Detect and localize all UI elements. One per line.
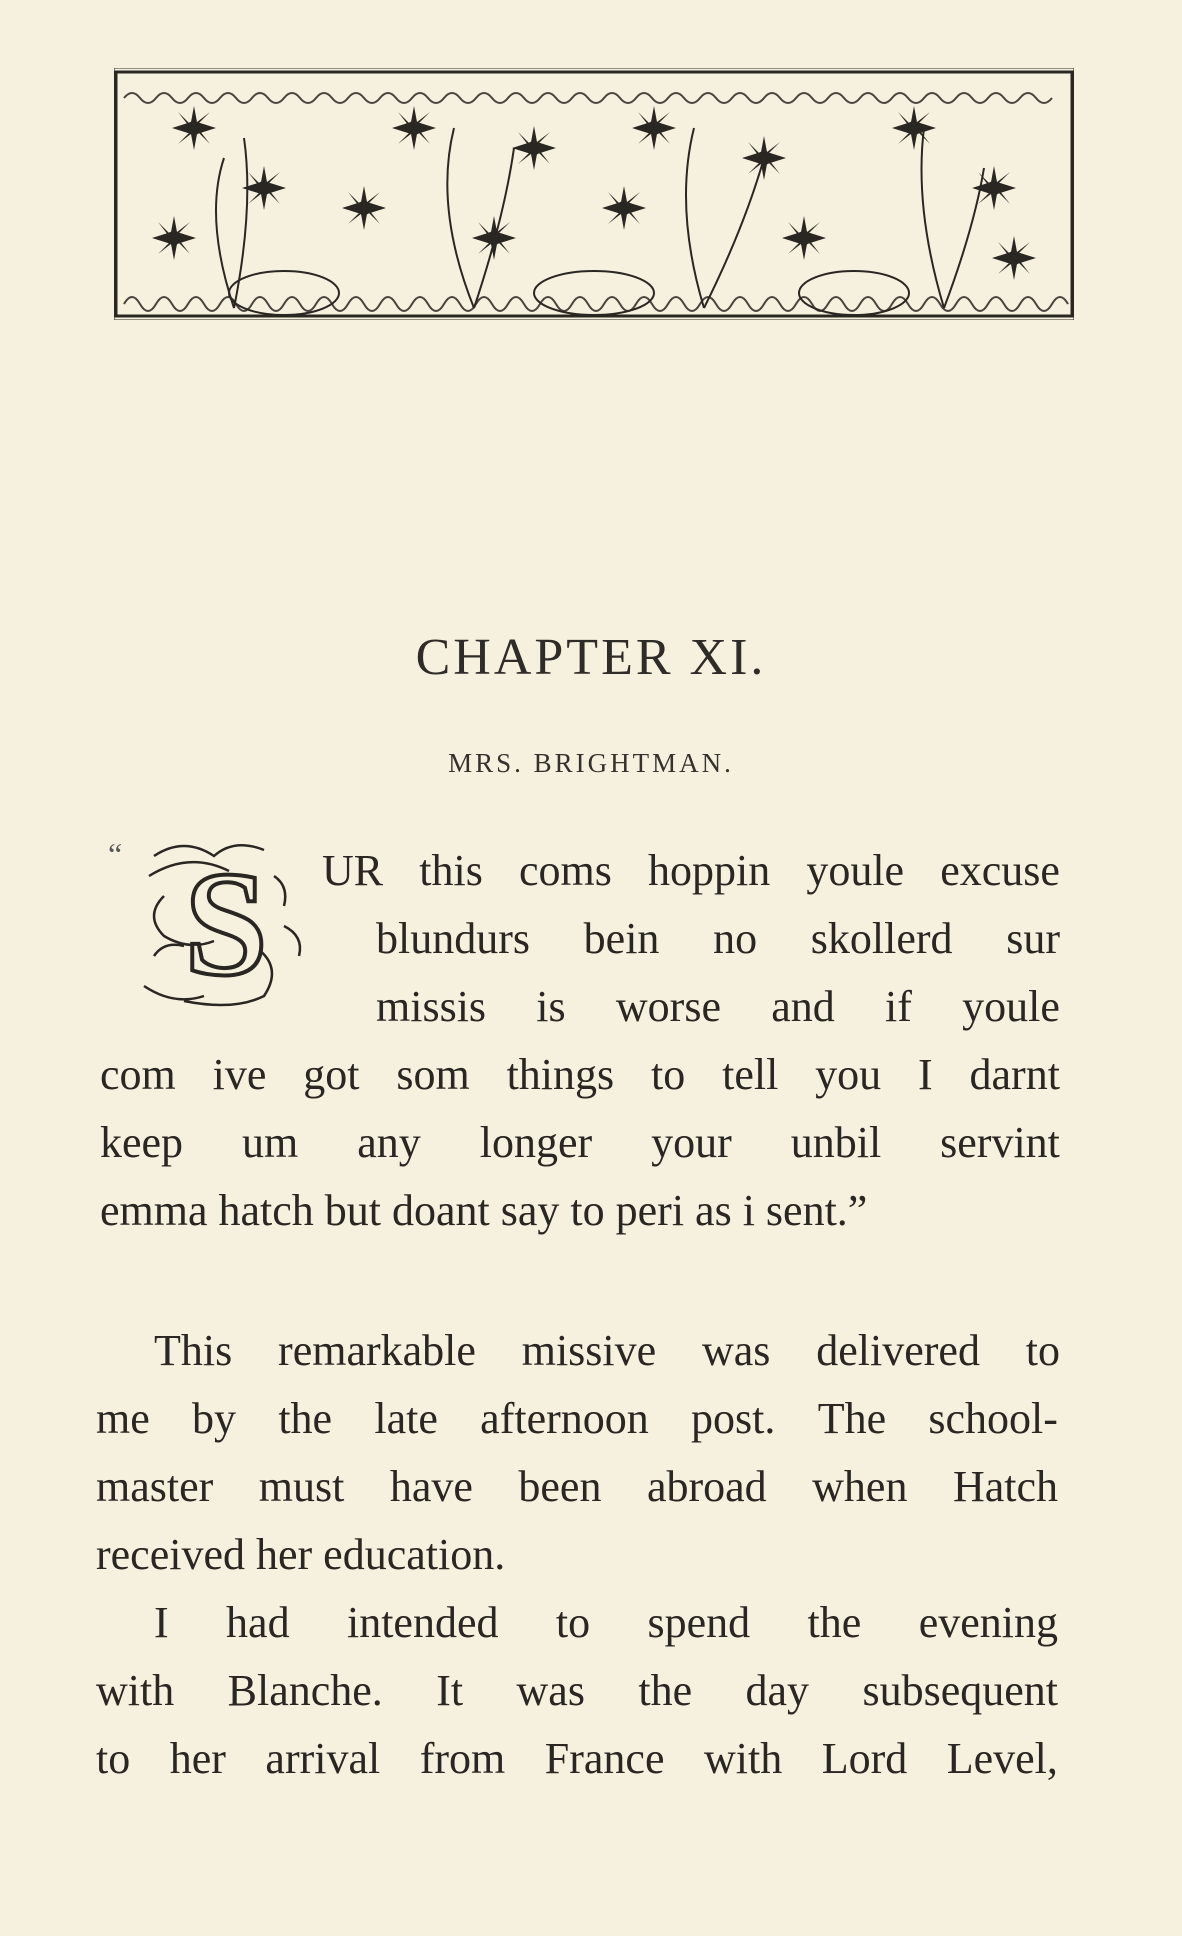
word: me [96,1394,150,1443]
word: skollerd [810,914,953,963]
word: arrival [265,1734,381,1783]
letter-line-5 [100,1118,1060,1168]
word: when [812,1462,908,1511]
word: som [396,1050,470,1099]
word: you [815,1050,882,1099]
word: remarkable [278,1326,476,1375]
word: The [817,1394,887,1443]
word: I [918,1050,933,1099]
body-line-6 [96,1666,1058,1716]
word: This [154,1326,233,1375]
letter-line-2 [376,914,1060,964]
word: the [278,1394,333,1443]
word: coms [518,846,612,895]
body-line-3 [96,1462,1058,1512]
word: It [436,1666,464,1715]
word: tell [722,1050,779,1099]
word: ive [212,1050,267,1099]
chapter-subtitle: MRS. BRIGHTMAN. [448,748,734,778]
word: must [258,1462,345,1511]
floral-headpiece-ornament-icon [114,68,1074,320]
word: worse [615,982,721,1031]
word: was [702,1326,771,1375]
word: if [885,982,912,1031]
word: sur [1006,914,1060,963]
word: and [771,982,835,1031]
word: keep [100,1118,184,1167]
word: with [96,1666,175,1715]
word: abroad [646,1462,767,1511]
word: bein [583,914,660,963]
word: was [516,1666,585,1715]
letter-line-6: emma hatch but doant say to peri as i sent.” [100,1186,868,1235]
word: delivered [816,1326,980,1375]
word: longer [479,1118,593,1167]
word: got [303,1050,360,1099]
word: blundurs [376,914,530,963]
letter-line-4 [100,1050,1060,1100]
body-line-7 [96,1734,1058,1784]
word: things [506,1050,615,1099]
word: France [544,1734,665,1783]
word: by [192,1394,237,1443]
letter-line-1 [322,846,1060,896]
word: to [555,1598,591,1647]
word: evening [918,1598,1058,1647]
word: the [807,1598,862,1647]
letter-line-3 [376,982,1060,1032]
word: school- [928,1394,1058,1443]
word: to [1025,1326,1060,1375]
word: um [242,1118,299,1167]
word: to [96,1734,131,1783]
word: day [745,1666,810,1715]
word: her [169,1734,226,1783]
word: no [713,914,758,963]
word: I [154,1598,169,1647]
word: missis [376,982,487,1031]
word: Level, [946,1734,1058,1783]
word: Hatch [952,1462,1058,1511]
word: your [651,1118,732,1167]
word: missive [521,1326,657,1375]
word: to [651,1050,686,1099]
word: the [638,1666,693,1715]
word: Blanche. [227,1666,383,1715]
word: is [536,982,566,1031]
body-line-1 [154,1326,1060,1376]
drop-cap-letter: S [184,841,268,1007]
word: been [518,1462,602,1511]
opening-quote-mark: “ [108,836,123,872]
word: youle [806,846,905,895]
word: spend [647,1598,751,1647]
ornamental-drop-cap-icon [134,836,318,1012]
word: have [389,1462,473,1511]
word: had [226,1598,290,1647]
word: Lord [821,1734,908,1783]
word: this [419,846,483,895]
word: subsequent [862,1666,1058,1715]
word: late [374,1394,438,1443]
word: servint [940,1118,1060,1167]
word: master [96,1462,214,1511]
word: UR [322,846,384,895]
word: unbil [790,1118,882,1167]
chapter-title: CHAPTER XI. [415,629,767,686]
word: youle [962,982,1060,1031]
word: afternoon [480,1394,649,1443]
body-line-4: received her education. [96,1530,506,1579]
word: com [100,1050,176,1099]
word: any [357,1118,421,1167]
word: with [703,1734,783,1783]
body-line-2 [96,1394,1058,1444]
word: intended [346,1598,499,1647]
word: post. [691,1394,776,1443]
word: hoppin [647,846,771,895]
body-line-5 [154,1598,1058,1648]
word: excuse [940,846,1060,895]
word: from [419,1734,506,1783]
word: darnt [969,1050,1060,1099]
